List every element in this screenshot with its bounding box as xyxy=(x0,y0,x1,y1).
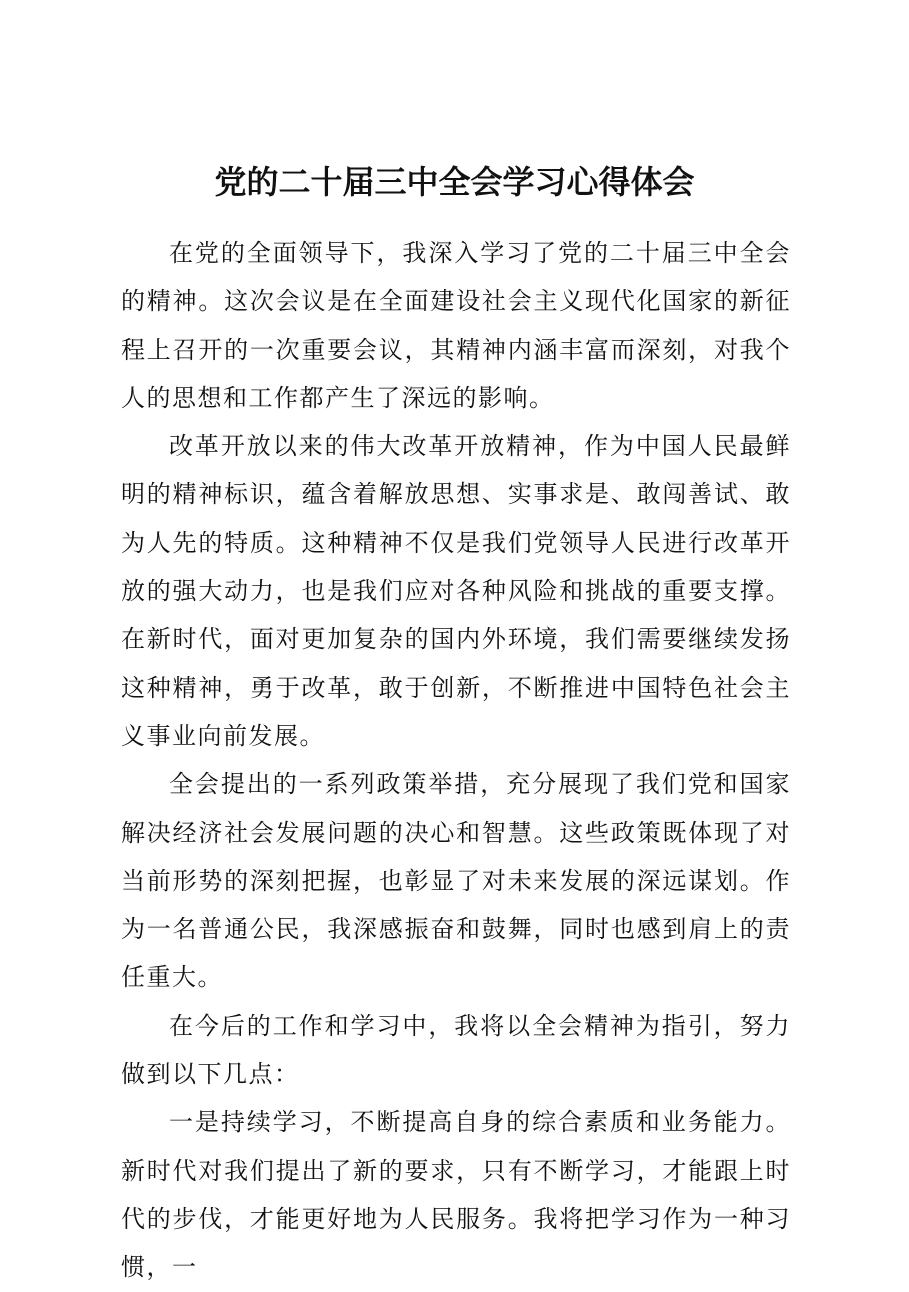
document-title: 党的二十届三中全会学习心得体会 xyxy=(214,163,695,201)
paragraph-4: 在今后的工作和学习中，我将以全会精神为指引，努力做到以下几点： xyxy=(121,1011,791,1089)
document-body xyxy=(121,229,791,1292)
paragraph-3: 全会提出的一系列政策举措，充分展现了我们党和国家解决经济社会发展问题的决心和智慧。这些政策既体现了对当前形势的深刻把握，也彰显了对未来发展的深远谋划。作为一名普通公民，我深感振奋和鼓舞，同时也感到肩上的责任重大。 xyxy=(121,770,791,992)
paragraph-5: 一是持续学习，不断提高自身的综合素质和业务能力。新时代对我们提出了新的要求，只有不断学习，才能跟上时代的步伐，才能更好地为人民服务。我将把学习作为一种习惯，一 xyxy=(121,1108,791,1282)
paragraph-2: 改革开放以来的伟大改革开放精神，作为中国人民最鲜明的精神标识，蕴含着解放思想、实事求是、敢闯善试、敢为人先的特质。这种精神不仅是我们党领导人民进行改革开放的强大动力，也是我们应对各种风险和挑战的重要支撑。在新时代，面对更加复杂的国内外环境，我们需要继续发扬这种精神，勇于改革，敢于创新，不断推进中国特色社会主义事业向前发展。 xyxy=(121,432,791,750)
paragraph-1: 在党的全面领导下，我深入学习了党的二十届三中全会的精神。这次会议是在全面建设社会主义现代化国家的新征程上召开的一次重要会议，其精神内涵丰富而深刻，对我个人的思想和工作都产生了深远的影响。 xyxy=(121,239,791,412)
